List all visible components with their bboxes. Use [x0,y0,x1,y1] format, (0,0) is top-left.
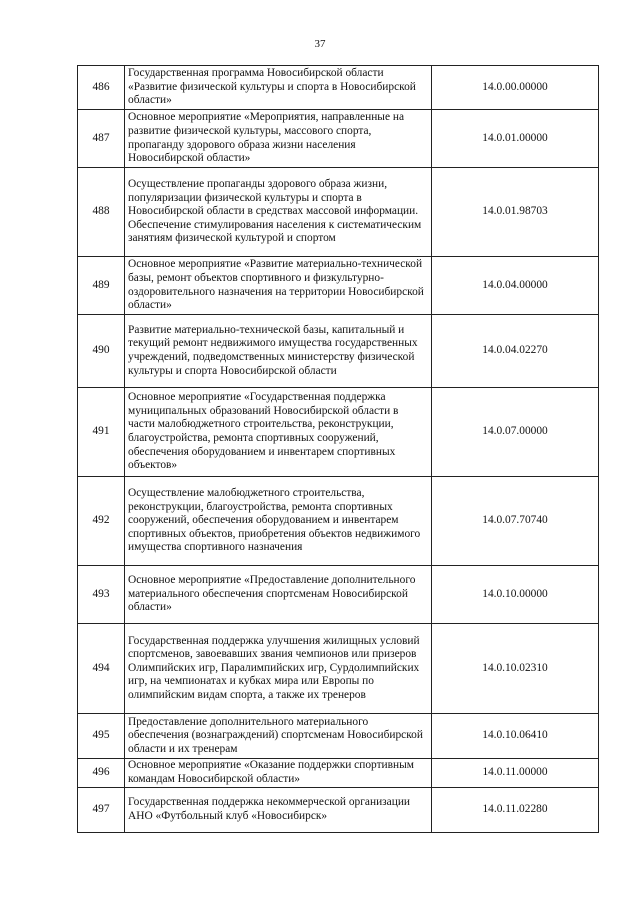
row-number-cell: 496 [78,759,125,788]
row-number-cell: 490 [78,315,125,388]
row-name-cell: Основное мероприятие «Государственная поддержка муниципальных образований Новосибирской области в части малобюджетного строительства, реконструкции, благоустройства, ремонта спортивных сооружений, обеспечения оборудованием и инвентарем спортивных объектов» [125,388,432,477]
table-row [78,624,599,714]
row-code-cell: 14.0.11.02280 [432,788,599,833]
row-name-cell: Осуществление пропаганды здорового образа жизни, популяризации физической культуры и спорта в Новосибирской области в средствах массовой информации. Обеспечение стимулирования населения к систематическим занятиям физической культурой и спортом [125,168,432,257]
row-name-cell: Основное мероприятие «Развитие материально-технической базы, ремонт объектов спортивного и физкультурно-оздоровительного назначения на территории Новосибирской области» [125,257,432,315]
table-row [78,759,599,788]
row-number-cell: 492 [78,477,125,566]
row-code-cell: 14.0.04.00000 [432,257,599,315]
row-number-cell: 491 [78,388,125,477]
table-row [78,168,599,257]
table-row [78,110,599,168]
row-name-cell: Предоставление дополнительного материального обеспечения (вознаграждений) спортсменам Новосибирской области и их тренерам [125,714,432,759]
row-code-cell: 14.0.00.00000 [432,66,599,110]
row-name-cell: Государственная программа Новосибирской области «Развитие физической культуры и спорта в Новосибирской области» [125,66,432,110]
row-code-cell: 14.0.10.02310 [432,624,599,714]
row-code-cell: 14.0.11.00000 [432,759,599,788]
table-row [78,714,599,759]
row-name-cell: Основное мероприятие «Предоставление дополнительного материального обеспечения спортсменам Новосибирской области» [125,566,432,624]
row-code-cell: 14.0.07.70740 [432,477,599,566]
row-name-cell: Основное мероприятие «Оказание поддержки спортивным командам Новосибирской области» [125,759,432,788]
row-number-cell: 497 [78,788,125,833]
row-name-cell: Государственная поддержка некоммерческой организации АНО «Футбольный клуб «Новосибирск» [125,788,432,833]
row-code-cell: 14.0.10.00000 [432,566,599,624]
row-number-cell: 486 [78,66,125,110]
table-row [78,257,599,315]
row-number-cell: 495 [78,714,125,759]
page-number: 37 [314,38,326,50]
row-name-cell: Государственная поддержка улучшения жилищных условий спортсменов, завоевавших звания чемпионов или призеров Олимпийских игр, Паралимпийских игр, Сурдолимпийских игр, на чемпионатах и кубках мира или Европы по олимпийским видам спорта, а также их тренеров [125,624,432,714]
row-name-cell: Осуществление малобюджетного строительства, реконструкции, благоустройства, ремонта спортивных сооружений, обеспечения оборудованием и инвентарем спортивных объектов, приобретения объектов недвижимого имущества спортивного назначения [125,477,432,566]
row-code-cell: 14.0.01.98703 [432,168,599,257]
row-code-cell: 14.0.10.06410 [432,714,599,759]
row-code-cell: 14.0.01.00000 [432,110,599,168]
row-number-cell: 489 [78,257,125,315]
row-number-cell: 487 [78,110,125,168]
row-number-cell: 493 [78,566,125,624]
row-name-cell: Основное мероприятие «Мероприятия, направленные на развитие физической культуры, массового спорта, пропаганду здорового образа жизни населения Новосибирской области» [125,110,432,168]
table-row [78,788,599,833]
row-name-cell: Развитие материально-технической базы, капитальный и текущий ремонт недвижимого имущества государственных учреждений, подведомственных министерству физической культуры и спорта Новосибирской области [125,315,432,388]
row-code-cell: 14.0.07.00000 [432,388,599,477]
budget-classification-table [77,65,599,833]
table-row [78,477,599,566]
table-row [78,566,599,624]
table-row [78,388,599,477]
table-row [78,315,599,388]
row-number-cell: 488 [78,168,125,257]
row-number-cell: 494 [78,624,125,714]
table-row [78,66,599,110]
row-code-cell: 14.0.04.02270 [432,315,599,388]
